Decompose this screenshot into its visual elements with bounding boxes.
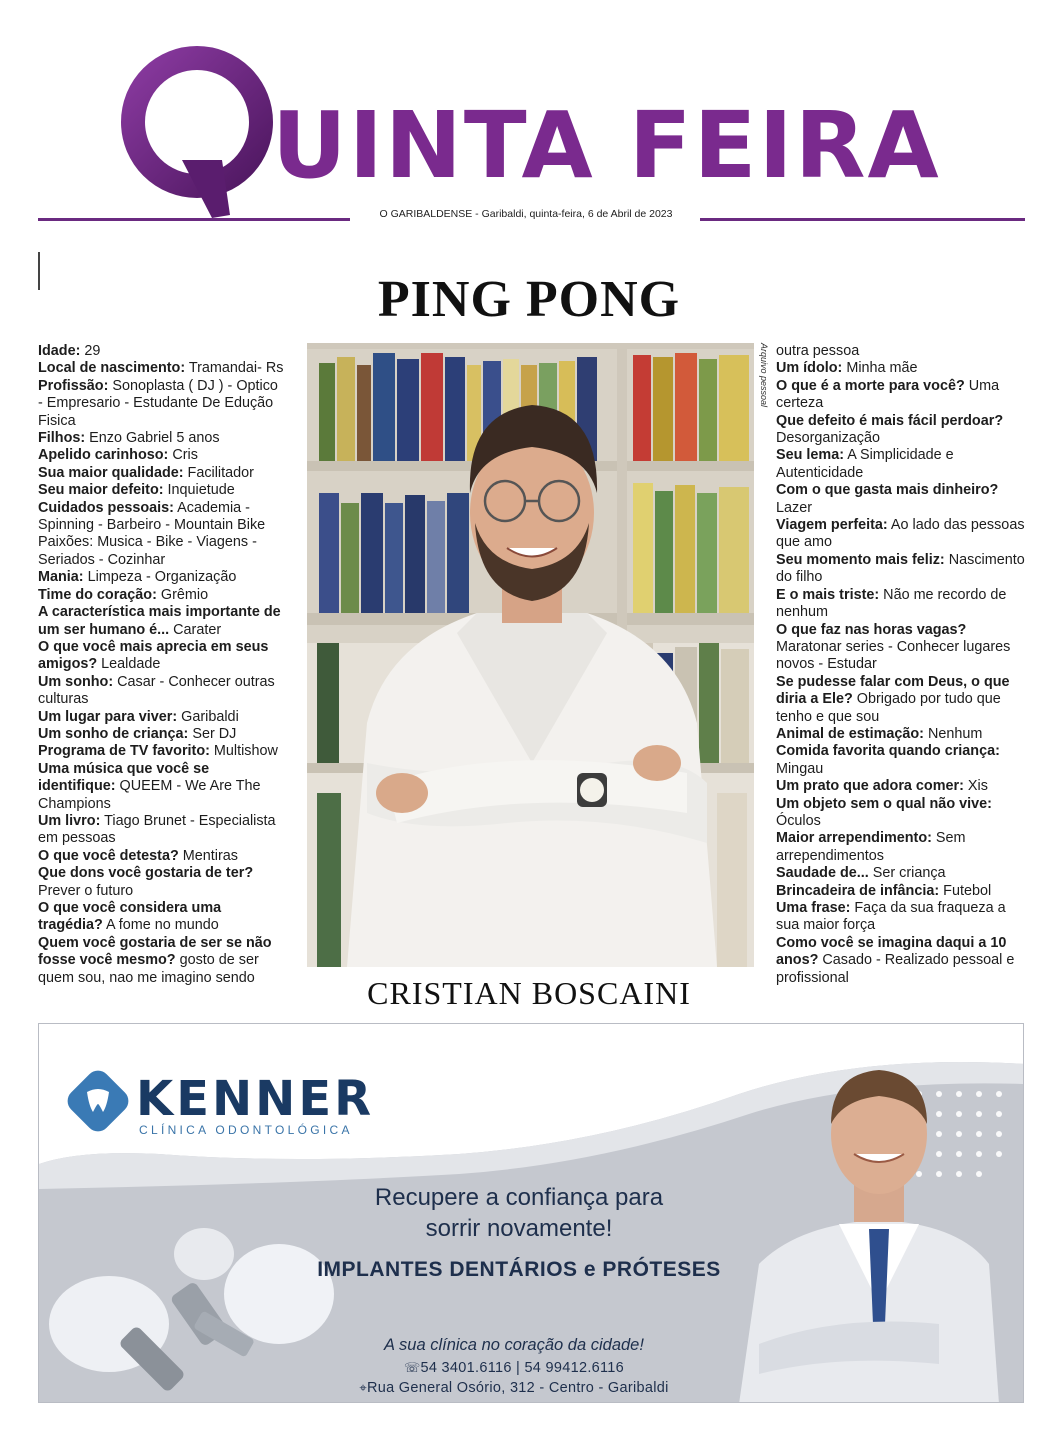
- qa-item: [776, 935, 1028, 987]
- qa-answer: Nascimento do filho: [776, 551, 1025, 586]
- qa-answer: Minha mãe: [842, 360, 918, 377]
- qa-question: Seu momento mais feliz:: [776, 551, 945, 568]
- qa-question: E o mais triste:: [776, 586, 880, 603]
- ad-headline: [319, 1182, 719, 1244]
- q-logo-icon: [112, 40, 287, 220]
- qa-answer: Enzo Gabriel 5 anos: [85, 430, 220, 447]
- ad-tagline: A sua clínica no coração da cidade!: [384, 1336, 644, 1354]
- qa-question: Com o que gasta mais dinheiro?: [776, 482, 999, 499]
- qa-item: [38, 761, 284, 813]
- photo-credit: Arquivo pessoal: [759, 343, 769, 408]
- qa-item: [776, 360, 1028, 377]
- ad-brand-name: KENNER: [136, 1071, 375, 1127]
- qa-answer: Carater: [169, 621, 222, 638]
- location-pin-icon: ⌖: [359, 1380, 367, 1395]
- qa-question: Comida favorita quando criança:: [776, 743, 1000, 760]
- qa-question: O que você detesta?: [38, 847, 179, 864]
- qa-item: [776, 743, 1028, 778]
- qa-question: Um prato que adora comer:: [776, 778, 964, 795]
- qa-question: Viagem perfeita:: [776, 517, 888, 534]
- qa-question: Programa de TV favorito:: [38, 743, 210, 760]
- qa-question: Que defeito é mais fácil perdoar?: [776, 412, 1004, 429]
- ad-brand-subtitle: CLÍNICA ODONTOLÓGICA: [139, 1123, 353, 1137]
- masthead-rule-left: [38, 218, 350, 221]
- qa-item: [38, 674, 284, 709]
- qa-question: Um objeto sem o qual não vive:: [776, 795, 992, 812]
- qa-question: Seu maior defeito:: [38, 482, 164, 499]
- qa-item: [38, 482, 284, 499]
- ad-address-row: [329, 1378, 699, 1398]
- qa-item: [776, 343, 1028, 360]
- qa-item: [38, 360, 284, 377]
- qa-question: O que você considera uma tragédia?: [38, 900, 222, 934]
- masthead-rule-right: [700, 218, 1025, 221]
- qa-item: [38, 639, 284, 674]
- qa-item: [38, 743, 284, 760]
- portrait-photo: [307, 343, 754, 967]
- qa-item: [776, 726, 1028, 743]
- qa-item: [38, 848, 284, 865]
- qa-question: Quem você gostaria de ser se não fosse você mesmo?: [38, 934, 272, 969]
- qa-item: [38, 813, 284, 848]
- qa-question: Time do coração:: [38, 586, 157, 603]
- qa-answer: A fome no mundo: [102, 917, 219, 934]
- ad-phones-row: [329, 1358, 699, 1378]
- phone-icon: ☏: [403, 1360, 421, 1375]
- qa-question: Um lugar para viver:: [38, 708, 178, 725]
- qa-item: [776, 674, 1028, 726]
- qa-item: [776, 482, 1028, 517]
- qa-answer: Ser DJ: [188, 725, 237, 742]
- qa-item: [776, 587, 1028, 622]
- qa-answer: Cris: [168, 447, 198, 464]
- ad-phones: 54 3401.6116 | 54 99412.6116: [420, 1360, 625, 1376]
- qa-answer: Futebol: [939, 882, 992, 899]
- qa-answer: 29: [80, 343, 101, 359]
- qa-answer: Tiago Brunet - Especialista em pessoas: [38, 812, 276, 847]
- qa-question: Saudade de...: [776, 865, 869, 882]
- qa-item: [38, 378, 284, 430]
- qa-question: Animal de estimação:: [776, 725, 924, 742]
- qa-question: Mania:: [38, 569, 84, 586]
- qa-item: [38, 709, 284, 726]
- qa-question: O que faz nas horas vagas?: [776, 621, 967, 638]
- qa-item: [776, 622, 1028, 674]
- qa-item: [38, 900, 284, 935]
- interview-right-column: [776, 343, 1028, 987]
- qa-item: [776, 552, 1028, 587]
- qa-question: Que dons você gostaria de ter?: [38, 865, 254, 882]
- masthead: [0, 0, 1058, 230]
- qa-answer: Paixões: Musica - Bike - Viagens - Seriados - Cozinhar: [38, 534, 257, 568]
- qa-answer: gosto de ser quem sou, nao me imagino sendo: [38, 952, 259, 986]
- qa-answer: Xis: [963, 778, 988, 795]
- qa-item: [776, 796, 1028, 831]
- qa-question: A característica mais importante de um ser humano é...: [38, 604, 281, 638]
- qa-answer: Facilitador: [183, 464, 254, 481]
- qa-item: [776, 517, 1028, 552]
- qa-item: [776, 778, 1028, 795]
- qa-answer: Ao lado das pessoas que amo: [776, 517, 1025, 551]
- masthead-dateline: [356, 207, 696, 221]
- qa-question: Filhos:: [38, 430, 86, 447]
- qa-question: Cuidados pessoais:: [38, 499, 174, 516]
- qa-item: [38, 726, 284, 743]
- qa-item: [776, 900, 1028, 935]
- qa-answer: Ser criança: [868, 865, 946, 882]
- qa-answer: Prever o futuro: [38, 882, 134, 899]
- qa-item: [776, 865, 1028, 882]
- dateline-year: de 2023: [634, 208, 673, 220]
- qa-item: [38, 500, 284, 535]
- ad-headline-line-2: sorrir novamente!: [425, 1215, 613, 1242]
- qa-item: [776, 447, 1028, 482]
- qa-item: [38, 935, 284, 987]
- qa-item: [38, 604, 284, 639]
- qa-question: Sua maior qualidade:: [38, 464, 184, 481]
- section-title: PING PONG: [377, 271, 681, 328]
- qa-answer: Lazer: [776, 499, 812, 516]
- qa-item: [38, 343, 284, 360]
- qa-answer: Multishow: [209, 743, 278, 760]
- qa-question: Um sonho de criança:: [38, 725, 189, 742]
- qa-answer: Uma certeza: [776, 377, 1000, 412]
- kenner-advertisement: [38, 1023, 1024, 1403]
- qa-answer: Nenhum: [923, 725, 983, 742]
- qa-answer: Academia - Spinning - Barbeiro - Mountain Bike: [38, 499, 266, 534]
- qa-item: [38, 587, 284, 604]
- qa-question: Uma música que você se identifique:: [38, 760, 210, 795]
- qa-answer: Sonoplasta ( DJ ) - Optico - Empresario - Estudante De Edução Fisica: [38, 377, 278, 429]
- qa-item: [776, 830, 1028, 865]
- ad-headline-line-1: Recupere a confiança para: [374, 1184, 664, 1211]
- qa-item: [38, 430, 284, 447]
- qa-answer: Casar - Conhecer outras culturas: [38, 673, 275, 708]
- portrait-illustration: [307, 343, 754, 967]
- ad-contact: [329, 1358, 699, 1398]
- qa-item: [776, 378, 1028, 413]
- qa-answer: outra pessoa: [776, 343, 860, 359]
- qa-answer: Óculos: [776, 812, 821, 829]
- qa-answer: Faça da sua fraqueza a sua maior força: [776, 900, 1006, 934]
- qa-question: O que é a morte para você?: [776, 377, 965, 394]
- qa-answer: A Simplicidade e Autenticidade: [776, 447, 954, 481]
- qa-question: Brincadeira de infância:: [776, 882, 940, 899]
- qa-question: Uma frase:: [776, 900, 851, 916]
- qa-answer: Mentiras: [178, 847, 238, 864]
- qa-item: [38, 569, 284, 586]
- qa-question: Como você se imagina daqui a 10 anos?: [776, 934, 1007, 969]
- qa-item: [38, 465, 284, 482]
- qa-answer: Lealdade: [97, 656, 161, 673]
- qa-question: O que você mais aprecia em seus amigos?: [38, 638, 269, 673]
- qa-answer: Garibaldi: [177, 708, 239, 725]
- interview-left-column: [38, 343, 284, 987]
- qa-answer: Grêmio: [156, 586, 209, 603]
- qa-answer: Mingau: [776, 760, 824, 777]
- qa-question: Se pudesse falar com Deus, o que diria a Ele?: [776, 673, 1010, 708]
- qa-item: [38, 447, 284, 464]
- qa-question: Apelido carinhoso:: [38, 447, 169, 464]
- qa-answer: Casado - Realizado pessoal e profissional: [776, 952, 1015, 986]
- dateline-publication: O GARIBALDENSE - Garibaldi, quinta-feira,: [379, 208, 585, 220]
- qa-question: Profissão:: [38, 377, 109, 394]
- qa-item: [776, 413, 1028, 448]
- qa-question: Um sonho:: [38, 673, 114, 690]
- qa-answer: Inquietude: [163, 482, 235, 499]
- qa-answer: Não me recordo de nenhum: [776, 586, 1007, 621]
- ad-address: Rua General Osório, 312 - Centro - Garibaldi: [366, 1380, 669, 1396]
- qa-question: Seu lema:: [776, 447, 844, 464]
- qa-item: [38, 865, 284, 900]
- qa-answer: Limpeza - Organização: [83, 569, 237, 586]
- qa-item: [776, 883, 1028, 900]
- qa-question: Local de nascimento:: [38, 360, 186, 377]
- qa-answer: QUEEM - We Are The Champions: [38, 778, 261, 812]
- qa-question: Idade:: [38, 343, 81, 359]
- qa-question: Um ídolo:: [776, 360, 843, 377]
- qa-item: [38, 534, 284, 569]
- qa-answer: Desorganização: [776, 430, 880, 447]
- masthead-title: UINTA FEIRA: [272, 92, 941, 199]
- qa-answer: Sem arrependimentos: [776, 830, 966, 864]
- dateline-date: 6 de Abril: [587, 208, 632, 220]
- qa-question: Um livro:: [38, 812, 101, 829]
- qa-answer: Obrigado por tudo que tenho e que sou: [776, 691, 1001, 725]
- photo-caption: CRISTIAN BOSCAINI: [367, 975, 691, 1011]
- qa-answer: Tramandai- Rs: [185, 360, 284, 377]
- margin-mark: [38, 252, 40, 290]
- ad-service: IMPLANTES DENTÁRIOS e PRÓTESES: [317, 1258, 721, 1281]
- qa-question: Maior arrependimento:: [776, 830, 932, 847]
- qa-answer: Maratonar series - Conhecer lugares novos - Estudar: [776, 638, 1011, 673]
